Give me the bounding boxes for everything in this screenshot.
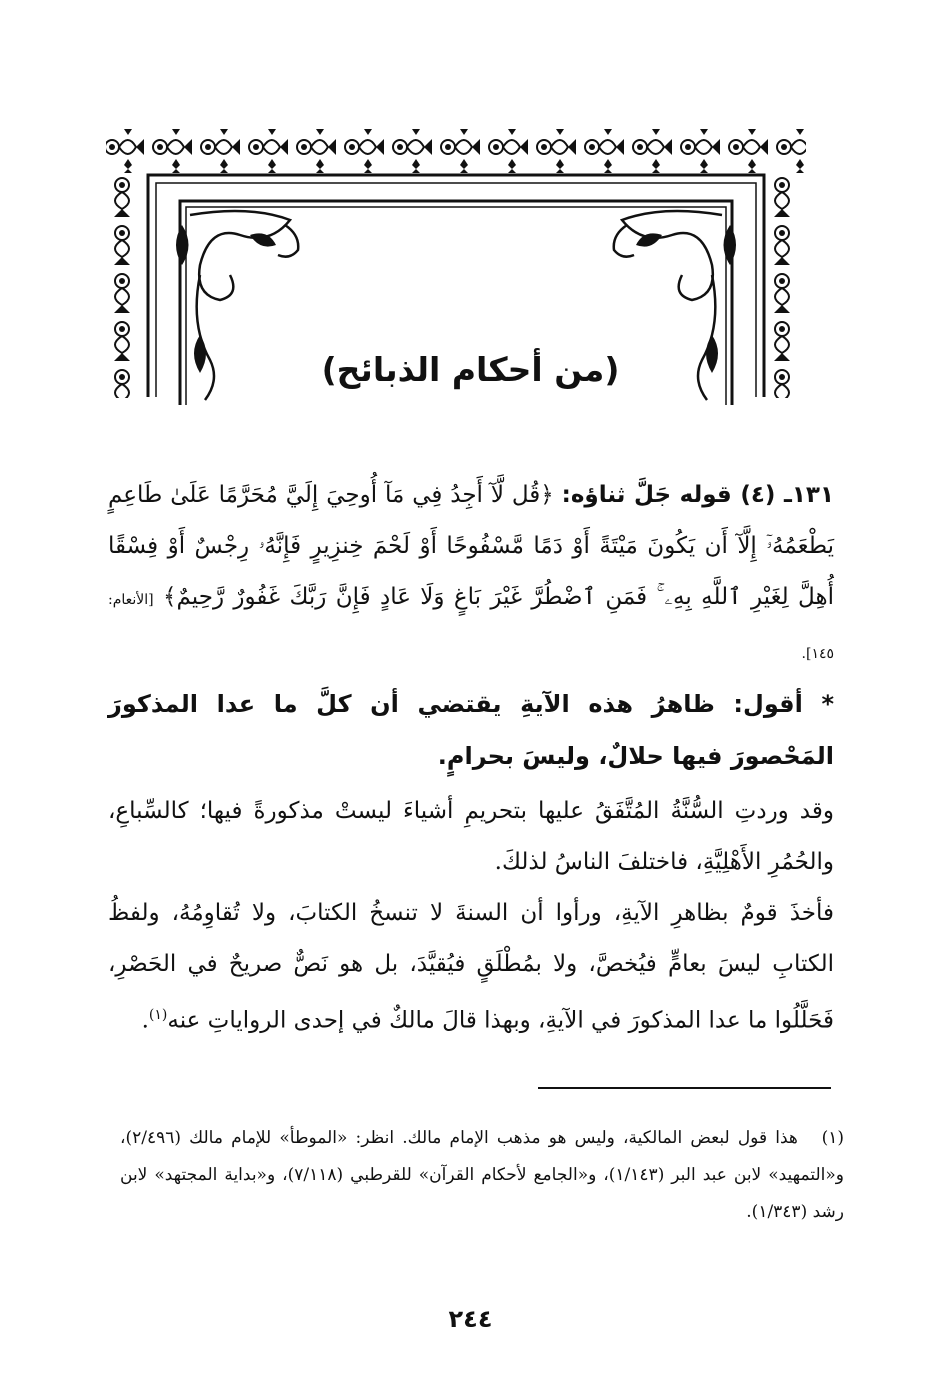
body-paragraph-opinions xyxy=(108,888,834,1047)
verse-reference: [الأنعام: ١٤٥]. xyxy=(108,592,834,662)
footnote-number: (١) xyxy=(821,1128,845,1148)
quran-verse: ﴿قُل لَّآ أَجِدُ فِي مَآ أُوحِيَ إِلَيَّ مُحَرَّمًا عَلَىٰ طَاعِمٍ يَطْعَمُهُۥٓ إِلَّآ أَن يَكُونَ مَيْتَةً أَوْ دَمًا مَّسْفُوحًا أَوْ لَحْمَ خِنزِيرٍ فَإِنَّهُۥ رِجْسٌ أَوْ فِسْقًا أُهِلَّ لِغَيْرِ ٱللَّهِ بِهِۦ ۚ فَمَنِ ٱضْطُرَّ غَيْرَ بَاغٍ وَلَا عَادٍ فَإِنَّ رَبَّكَ غَفُورٌ رَّحِيمٌ﴾ xyxy=(108,482,834,610)
verse-heading: ١٣١ـ (٤) قوله جَلَّ ثناؤه: xyxy=(561,482,834,508)
footnote-text: هذا قول لبعض المالكية، وليس هو مذهب الإمام مالك. انظر: «الموطأ» للإمام مالك (٢/٤٩٦)، و«التمهيد» لابن عبد البر (١/١٤٣)، و«الجامع لأحكام القرآن» للقرطبي (٧/١١٨)، و«بداية المجتهد» لابن رشد (١/٣٤٣). xyxy=(120,1128,844,1222)
verse-paragraph xyxy=(108,470,834,680)
chapter-title: (من أحكام الذبائح) xyxy=(321,350,620,389)
body-paragraph-text: فأخذَ قومٌ بظاهرِ الآيةِ، ورأوا أن السنةَ لا تنسخُ الكتابَ، ولا تُقاوِمُهُ، ولفظُ الكتابِ ليسَ بعامٍّ فيُخصَّ، ولا بمُطْلَقٍ فيُقيَّدَ، بل هو نَصٌّ صريحٌ في الحَصْرِ، فَحَلَّلُوا ما عدا المذكورَ في الآيةِ، وبهذا قالَ مالكٌ في إحدى الرواياتِ عنه xyxy=(108,900,834,1034)
commentary-paragraph: * أقول: ظاهرُ هذه الآيةِ يقتضي أن كلَّ ما عدا المذكورَ المَحْصورَ فيها حلالٌ، وليسَ بحرامٍ. xyxy=(108,690,834,770)
footnote xyxy=(120,1120,844,1231)
body-paragraph-sunnah: وقد وردتِ السُّنَّةُ المُتَّفَقُ عليها بتحريمِ أشياءَ ليستْ مذكورةً فيها؛ كالسِّباعِ، والحُمُرِ الأَهْلِيَّةِ، فاختلفَ الناسُ لذلكَ. xyxy=(108,798,834,875)
footnote-marker: (١) xyxy=(148,1007,168,1023)
paragraph-end: . xyxy=(141,1007,149,1034)
page-number: ٢٤٤ xyxy=(448,1305,493,1333)
footnote-separator xyxy=(538,1087,831,1089)
